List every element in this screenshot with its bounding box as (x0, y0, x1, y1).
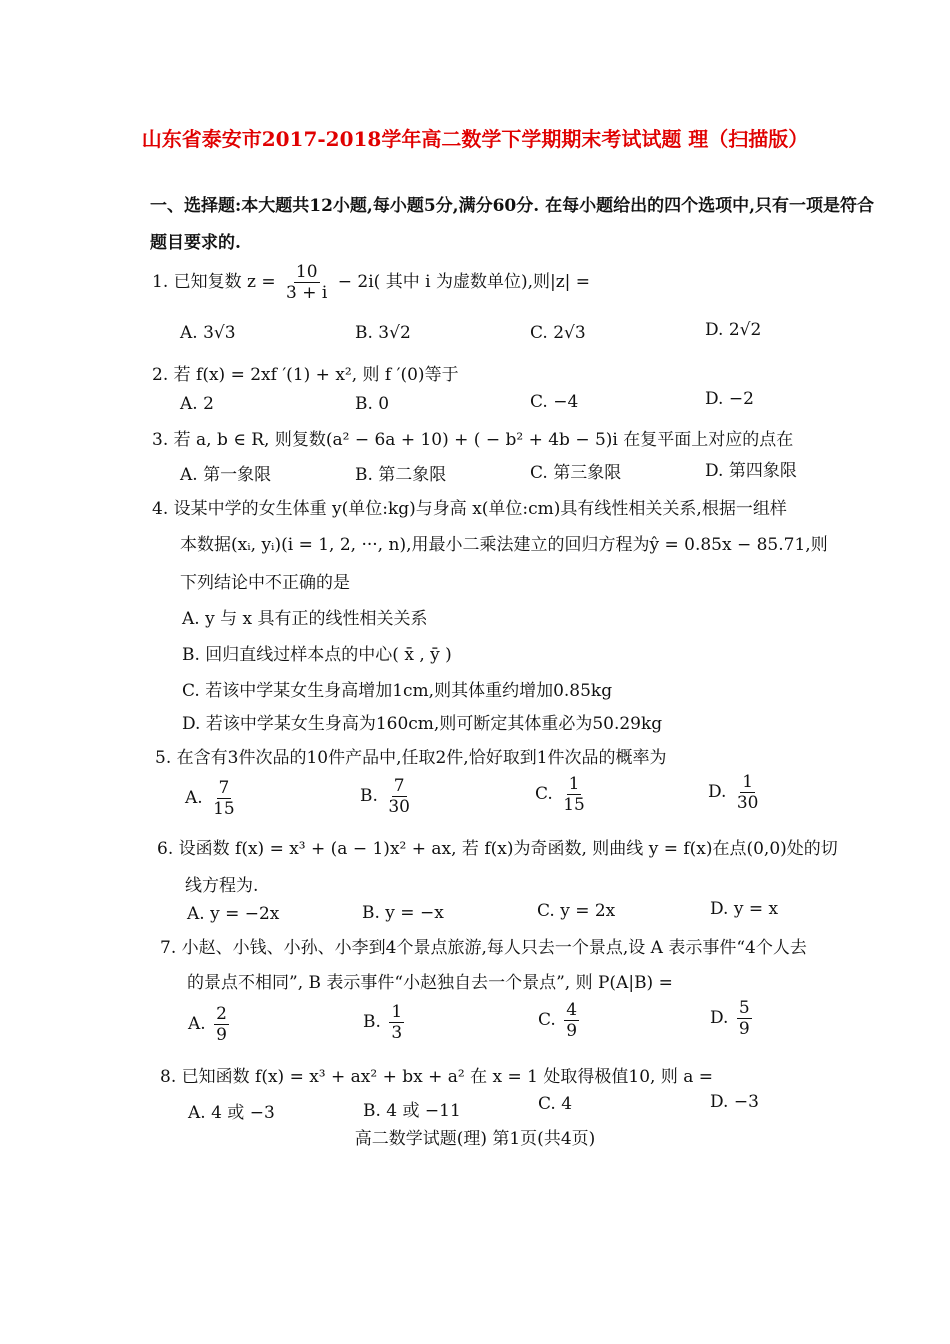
q8-option-b: B. 4 或 −11 (363, 1101, 461, 1121)
q2-option-c: C. −4 (530, 392, 579, 412)
q5-c-num: 1 (568, 774, 580, 794)
q5-option-c (535, 774, 590, 815)
q5-a-label: A. (185, 788, 203, 808)
q5-a-den: 15 (213, 799, 235, 819)
q4-option-b: B. 回归直线过样本点的中心( x̄ , ȳ ) (182, 645, 452, 665)
q4-option-a: A. y 与 x 具有正的线性相关关系 (182, 609, 428, 629)
q1-option-c: C. 2√3 (530, 323, 586, 343)
q7-a-num: 2 (216, 1004, 227, 1024)
q5-b-fraction (386, 776, 412, 817)
q5-c-fraction (561, 774, 587, 815)
question-4-line-1: 4. 设某中学的女生体重 y(单位:kg)与身高 x(单位:cm)具有线性相关关系,根据一组样 (152, 499, 787, 519)
q5-option-b (360, 776, 415, 817)
q7-d-den: 9 (738, 1019, 750, 1039)
q3-option-a: A. 第一象限 (180, 465, 272, 485)
q6-option-b: B. y = −x (362, 903, 444, 923)
q5-b-label: B. (360, 786, 378, 806)
q5-c-label: C. (535, 784, 553, 804)
q7-c-fraction (564, 1000, 579, 1041)
question-7-line-2: 的景点不相同”, B 表示事件“小赵独自去一个景点”, 则 P(A|B) = (187, 973, 673, 993)
q4-option-d: D. 若该中学某女生身高为160cm,则可断定其体重必为50.29kg (182, 714, 663, 734)
q5-c-den: 15 (563, 795, 585, 815)
q8-option-a: A. 4 或 −3 (188, 1103, 275, 1123)
q6-option-d: D. y = x (710, 899, 779, 919)
q5-b-num: 7 (393, 776, 405, 796)
q1-option-d: D. 2√2 (705, 320, 762, 340)
q7-d-num: 5 (738, 998, 750, 1018)
q1-option-a: A. 3√3 (180, 323, 236, 343)
q7-a-label: A. (188, 1014, 206, 1034)
q7-d-fraction (737, 998, 752, 1039)
q1-suffix: − 2i( 其中 i 为虚数单位),则|z| = (337, 272, 591, 292)
q7-a-fraction (214, 1004, 229, 1045)
q2-option-a: A. 2 (180, 394, 214, 414)
q1-option-b: B. 3√2 (355, 323, 411, 343)
q7-b-fraction (389, 1002, 404, 1043)
q7-b-num: 1 (391, 1002, 403, 1022)
question-7-line-1: 7. 小赵、小钱、小孙、小李到4个景点旅游,每人只去一个景点,设 A 表示事件“4个人去 (160, 938, 807, 958)
q7-a-den: 9 (216, 1025, 227, 1045)
q1-fraction (284, 262, 329, 303)
q2-option-d: D. −2 (705, 389, 754, 409)
q3-option-d: D. 第四象限 (705, 461, 797, 481)
q5-d-den: 30 (736, 793, 759, 813)
q5-a-num: 7 (218, 778, 230, 798)
question-4-line-3: 下列结论中不正确的是 (180, 573, 350, 593)
q7-option-c (538, 1000, 582, 1041)
q5-d-num: 1 (742, 772, 754, 792)
q7-option-b (363, 1002, 407, 1043)
q5-d-label: D. (708, 782, 727, 802)
q5-option-d (708, 772, 763, 813)
q5-option-a (185, 778, 240, 819)
page-footer: 高二数学试题(理) 第1页(共4页) (354, 1129, 596, 1149)
q1-prefix: 1. 已知复数 z = (152, 272, 276, 292)
q7-b-label: B. (363, 1012, 381, 1032)
q7-option-a (188, 1004, 232, 1045)
question-6-line-2: 线方程为. (185, 876, 259, 896)
question-5: 5. 在含有3件次品的10件产品中,任取2件,恰好取到1件次品的概率为 (155, 748, 667, 768)
q3-option-b: B. 第二象限 (355, 465, 447, 485)
q8-option-d: D. −3 (710, 1092, 759, 1112)
q5-a-fraction (211, 778, 237, 819)
q6-option-a: A. y = −2x (187, 904, 280, 924)
q7-b-den: 3 (391, 1023, 403, 1043)
q3-option-c: C. 第三象限 (530, 463, 622, 483)
q1-frac-num: 10 (295, 262, 318, 282)
section-heading: 一、选择题:本大题共12小题,每小题5分,满分60分. 在每小题给出的四个选项中,只有一项是符合题目要求的. (150, 196, 875, 253)
q7-option-d (710, 998, 755, 1039)
q5-b-den: 30 (388, 797, 410, 817)
document-title: 山东省泰安市2017-2018学年高二数学下学期期末考试试题 理（扫描版） (141, 127, 809, 151)
question-4-line-2: 本数据(xᵢ, yᵢ)(i = 1, 2, ···, n),用最小二乘法建立的回归方程为ŷ = 0.85x − 85.71,则 (180, 535, 828, 555)
q5-d-fraction (735, 772, 761, 813)
q6-option-c: C. y = 2x (537, 901, 616, 921)
question-8: 8. 已知函数 f(x) = x³ + ax² + bx + a² 在 x = 1 处取得极值10, 则 a = (160, 1067, 714, 1087)
question-2: 2. 若 f(x) = 2xf ′(1) + x², 则 f ′(0)等于 (152, 365, 459, 385)
question-3: 3. 若 a, b ∈ R, 则复数(a² − 6a + 10) + ( − b² + 4b − 5)i 在复平面上对应的点在 (152, 430, 794, 450)
q7-c-num: 4 (566, 1000, 578, 1020)
q2-option-b: B. 0 (355, 394, 390, 414)
q4-option-c: C. 若该中学某女生身高增加1cm,则其体重约增加0.85kg (182, 681, 613, 701)
q7-c-den: 9 (566, 1021, 578, 1041)
q7-c-label: C. (538, 1010, 556, 1030)
q1-frac-den: 3 + i (286, 283, 328, 303)
q7-d-label: D. (710, 1008, 729, 1028)
question-1 (152, 262, 590, 303)
q8-option-c: C. 4 (538, 1094, 573, 1114)
question-6-line-1: 6. 设函数 f(x) = x³ + (a − 1)x² + ax, 若 f(x)为奇函数, 则曲线 y = f(x)在点(0,0)处的切 (157, 839, 838, 859)
